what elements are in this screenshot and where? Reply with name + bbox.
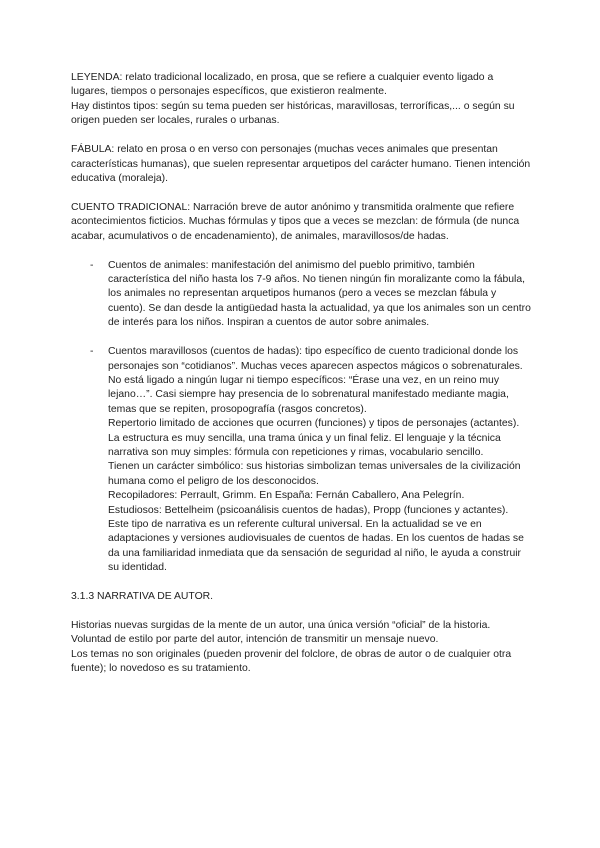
spacer (71, 605, 533, 620)
spacer (71, 244, 533, 259)
section-heading: 3.1.3 NARRATIVA DE AUTOR. (71, 591, 214, 603)
leyenda-definition: LEYENDA: relato tradicional localizado, en prosa, que se refiere a cualquier evento ligado a lugares, tiempos o personajes específicos, que existieron realmente. (71, 72, 494, 98)
narrativa-autor-line: Voluntad de estilo por parte del autor, intención de transmitir un mensaje nuevo. (71, 634, 439, 646)
spacer (71, 129, 533, 144)
document-page (71, 71, 533, 677)
bullet-paragraph: Este tipo de narrativa es un referente cultural universal. En la actualidad se ve en adaptaciones y versiones audiovisuales de cuentos de hadas. En los cuentos de hadas se da una familiaridad inmediata que da sensación de seguridad al niño, le ayuda a construir su identidad. (108, 518, 524, 574)
spacer (71, 576, 533, 591)
spacer (71, 186, 533, 201)
bullet-paragraph: No está ligado a ningún lugar ni tiempo específicos: “Érase una vez, en un reino muy lejano…”. Casi siempre hay presencia de lo sobrenatural manifestado mediante magia, temas que se repiten, prosopografía (rasgos concretos). (108, 374, 509, 415)
cuento-tradicional-definition: CUENTO TRADICIONAL: Narración breve de autor anónimo y transmitida oralmente que refiere acontecimientos ficticios. Muchas fórmulas y tipos que a veces se mezclan: de fórmula (de nunca acabar, acumulativos o de encadenamiento), de animales, maravillosos/de hadas. (71, 201, 520, 242)
bullet-paragraph: Recopiladores: Perrault, Grimm. En España: Fernán Caballero, Ana Pelegrín. (108, 490, 465, 502)
bullet-item-cuentos-animales (71, 259, 533, 331)
bullet-dash: - (90, 346, 94, 358)
fabula-definition: FÁBULA: relato en prosa o en verso con personajes (muchas veces animales que presentan características humanas), que suelen representar arquetipos del carácter humano. Tienen intención educativa (moraleja). (71, 144, 531, 184)
narrativa-autor-line: Los temas no son originales (pueden provenir del folclore, de obras de autor o de cualquier otra fuente); lo novedoso es su tratamiento. (71, 648, 512, 675)
bullet-paragraph: Cuentos de animales: manifestación del animismo del pueblo primitivo, también característica del niño hasta los 7-9 años. No tienen ningún fin moralizante como la fábula, los animales no representan arquetipos humanos (pero a veces se mezclan fábula y cuento). Se dan desde la antigüedad hasta la actualidad, ya que los animales son un centro de interés para los niños. Inspiran a cuentos de autor sobre animales. (108, 259, 531, 329)
bullet-paragraph: La estructura es muy sencilla, una trama única y un final feliz. El lenguaje y la técnica narrativa son muy simples: fórmula con repeticiones y rimas, vocabulario sencillo. (108, 432, 501, 458)
bullet-dash: - (90, 259, 94, 271)
bullet-paragraph: Cuentos maravillosos (cuentos de hadas): tipo específico de cuento tradicional donde los personajes son “cotidianos”. Muchas veces aparecen aspectos mágicos o sobrenaturales. (108, 346, 523, 372)
bullet-item-cuentos-maravillosos (71, 345, 533, 576)
leyenda-types: Hay distintos tipos: según su tema pueden ser históricas, maravillosas, terroríficas,... o según su origen pueden ser locales, rurales o urbanas. (71, 100, 515, 127)
bullet-paragraph: Repertorio limitado de acciones que ocurren (funciones) y tipos de personajes (actantes). (108, 418, 520, 430)
spacer (71, 331, 533, 346)
bullet-paragraph: Estudiosos: Bettelheim (psicoanálisis cuentos de hadas), Propp (funciones y actantes). (108, 504, 509, 516)
bullet-paragraph: Tienen un carácter simbólico: sus historias simbolizan temas universales de la civilización humana como el peligro de los desconocidos. (108, 461, 521, 487)
narrativa-autor-line: Historias nuevas surgidas de la mente de un autor, una única versión “oficial” de la historia. (71, 620, 491, 631)
